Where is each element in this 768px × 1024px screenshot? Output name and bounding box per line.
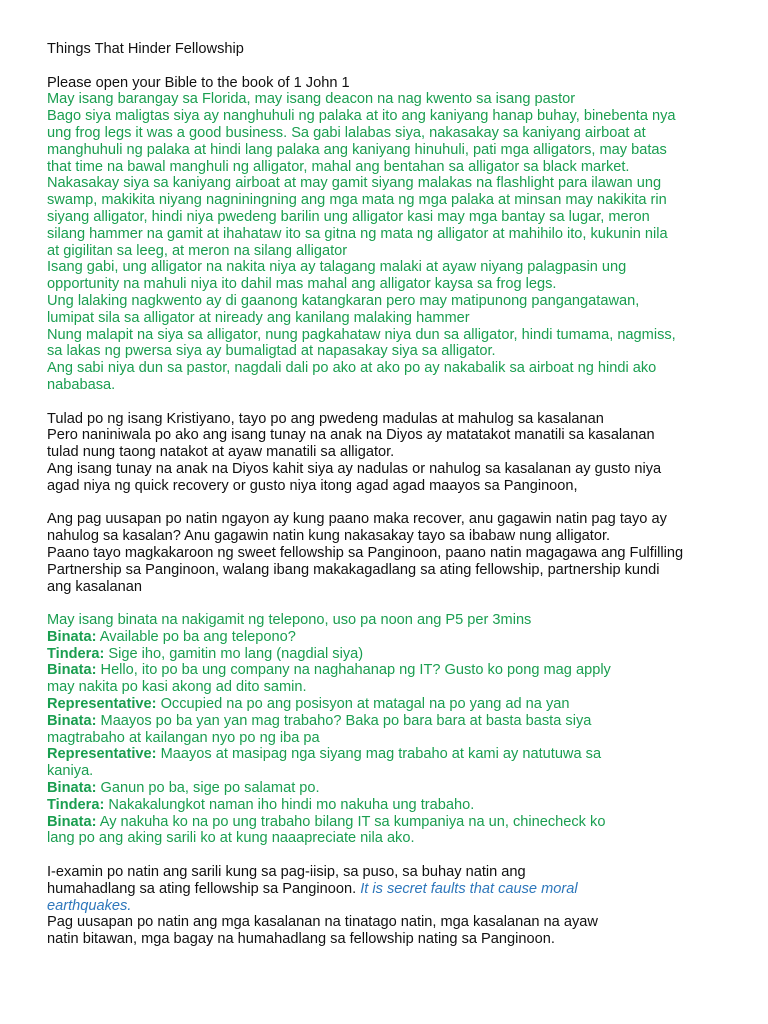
dialogue-line: [47, 696, 737, 713]
dialogue-text: Maayos at masipag nga siyang mag trabaho at kami ay natutuwa sa: [160, 746, 602, 763]
document-page: [47, 41, 737, 948]
closing-line: Pag uusapan po natin ang mga kasalanan na tinatago natin, mga kasalanan na ayaw: [47, 914, 598, 931]
quote-continuation: earthquakes.: [47, 897, 132, 914]
story-line: siyang alligator, hindi niya pwedeng barilin ung alligator kasi may mga bantay sa lugar, meron: [47, 208, 650, 225]
paragraph-line: tulad nung taong natakot at ayaw manatili sa alligator.: [47, 444, 395, 461]
dialogue-story: [47, 612, 737, 847]
speaker-label: Binata:: [47, 813, 97, 830]
dialogue-line: [47, 646, 737, 663]
speaker-label: Representative:: [47, 746, 157, 763]
quote-text: It is secret faults that cause moral: [360, 880, 578, 897]
dialogue-continuation: may nakita po kasi akong ad dito samin.: [47, 679, 307, 696]
dialogue-line: [47, 629, 737, 646]
story-line: swamp, makikita niyang nagniningning ang mga mata ng mga palaka at minsan may nakikita rin: [47, 192, 667, 209]
speaker-label: Tindera:: [47, 645, 105, 662]
intro-line: Please open your Bible to the book of 1 John 1: [47, 74, 350, 91]
paragraph-2: [47, 411, 737, 495]
dialogue-text: Available po ba ang telepono?: [99, 628, 296, 645]
story-line: May isang barangay sa Florida, may isang deacon na nag kwento sa isang pastor: [47, 91, 576, 108]
speaker-label: Tindera:: [47, 796, 105, 813]
dialogue-line: [47, 814, 737, 831]
dialogue-text: Maayos po ba yan yan mag trabaho? Baka po bara bara at basta basta siya: [100, 712, 592, 729]
dialogue-text: Nakakalungkot naman iho hindi mo nakuha ung trabaho.: [108, 796, 475, 813]
closing-line: natin bitawan, mga bagay na humahadlang sa fellowship nating sa Panginoon.: [47, 931, 555, 948]
paragraph-line: Partnership sa Panginoon, walang ibang makakagadlang sa ating fellowship, partnership kundi: [47, 561, 660, 578]
paragraph-line: nahulog sa kasalan? Anu gagawin natin kung nakasakay tayo sa ibabaw nung alligator.: [47, 528, 611, 545]
story-line: that time na bawal manghuli ng alligator, mahal ang bentahan sa alligator sa black market.: [47, 158, 630, 175]
dialogue-continuation: kaniya.: [47, 763, 94, 780]
dialogue-text: Occupied na po ang posisyon at matagal na po yang ad na yan: [160, 696, 570, 713]
dialogue-line: [47, 780, 737, 797]
dialogue-continuation: magtrabaho at kailangan nyo po ng iba pa: [47, 729, 320, 746]
paragraph-line: Pero naniniwala po ako ang isang tunay na anak na Diyos ay matatakot manatili sa kasalanan: [47, 427, 655, 444]
dialogue-intro: May isang binata na nakigamit ng telepono, uso pa noon ang P5 per 3mins: [47, 612, 532, 629]
story-line: Bago siya maligtas siya ay nanghuhuli ng palaka at ito ang kaniyang hanap buhay, binebenta nya: [47, 108, 676, 125]
paragraph-line: Paano tayo magkakaroon ng sweet fellowship sa Panginoon, paano natin magagawa ang Fulfilling: [47, 544, 684, 561]
dialogue-line: [47, 713, 737, 730]
story-line: Nung malapit na siya sa alligator, nung pagkahataw niya dun sa alligator, hindi tumama, nagmiss,: [47, 326, 676, 343]
paragraph-3: [47, 511, 737, 595]
closing-line: I-examin po natin ang sarili kung sa pag-iisip, sa puso, sa buhay natin ang: [47, 864, 526, 881]
dialogue-line: [47, 746, 737, 763]
story-line: sa lakas ng pwersa siya ay bumaligtad at napasakay siya sa alligator.: [47, 343, 496, 360]
closing-line: [47, 881, 737, 898]
story-line: lumipat sila sa alligator at niready ang kanilang malaking hammer: [47, 309, 470, 326]
dialogue-text: Ay nakuha ko na po ung trabaho bilang IT sa kumpaniya na un, chinecheck ko: [99, 813, 606, 830]
speaker-label: Binata:: [47, 780, 97, 797]
dialogue-line: [47, 797, 737, 814]
paragraph-line: ang kasalanan: [47, 578, 142, 595]
dialogue-continuation: lang po ang aking sarili ko at kung naaapreciate nila ako.: [47, 830, 415, 847]
story-paragraph: [47, 91, 737, 393]
speaker-label: Binata:: [47, 628, 97, 645]
story-line: Isang gabi, ung alligator na nakita niya ay talagang malaki at ayaw niyang palagpasin ung: [47, 259, 627, 276]
dialogue-text: Ganun po ba, sige po salamat po.: [100, 780, 320, 797]
dialogue-text: Hello, ito po ba ung company na naghahanap ng IT? Gusto ko pong mag apply: [100, 662, 611, 679]
closing-text: humahadlang sa ating fellowship sa Panginoon.: [47, 880, 357, 897]
paragraph-line: Ang isang tunay na anak na Diyos kahit siya ay nadulas or nahulog sa kasalanan ay gusto niya: [47, 460, 662, 477]
paragraph-line: agad niya ng quick recovery or gusto niya itong agad agad maayos sa Panginoon,: [47, 477, 578, 494]
story-line: Nakasakay siya sa kaniyang airboat at may gamit siyang malakas na flashlight para ilawan ung: [47, 175, 662, 192]
story-line: manghuhuli ng palaka at hindi lang palaka ang kaniyang hinuhuli, pati mga alligators, may batas: [47, 141, 667, 158]
speaker-label: Binata:: [47, 712, 97, 729]
story-line: ung frog legs it was a good business. Sa gabi lalabas siya, nakasakay sa kaniyang airboat at: [47, 124, 646, 141]
story-line: nababasa.: [47, 376, 116, 393]
story-line: opportunity na mahuli niya ito dahil mas mahal ang alligator kaysa sa frog legs.: [47, 276, 557, 293]
closing-paragraph: [47, 864, 737, 948]
story-line: Ang sabi niya dun sa pastor, nagdali dali po ako at ako po ay nakabalik sa airboat ng hindi ako: [47, 360, 657, 377]
speaker-label: Binata:: [47, 662, 97, 679]
dialogue-text: Sige iho, gamitin mo lang (nagdial siya): [108, 645, 364, 662]
story-line: at gigilitan sa leeg, at meron na silang alligator: [47, 242, 348, 259]
story-line: silang hammer na gamit at ihahataw ito sa gitna ng mata ng alligator at mahihilo ito, kukunin nila: [47, 225, 668, 242]
document-title: Things That Hinder Fellowship: [47, 41, 244, 57]
paragraph-line: Tulad po ng isang Kristiyano, tayo po ang pwedeng madulas at mahulog sa kasalanan: [47, 410, 604, 427]
paragraph-line: Ang pag uusapan po natin ngayon ay kung paano maka recover, anu gagawin natin pag tayo ay: [47, 511, 667, 528]
dialogue-line: [47, 662, 737, 679]
story-line: Ung lalaking nagkwento ay di gaanong katangkaran pero may matipunong pangangatawan,: [47, 292, 640, 309]
speaker-label: Representative:: [47, 696, 157, 713]
